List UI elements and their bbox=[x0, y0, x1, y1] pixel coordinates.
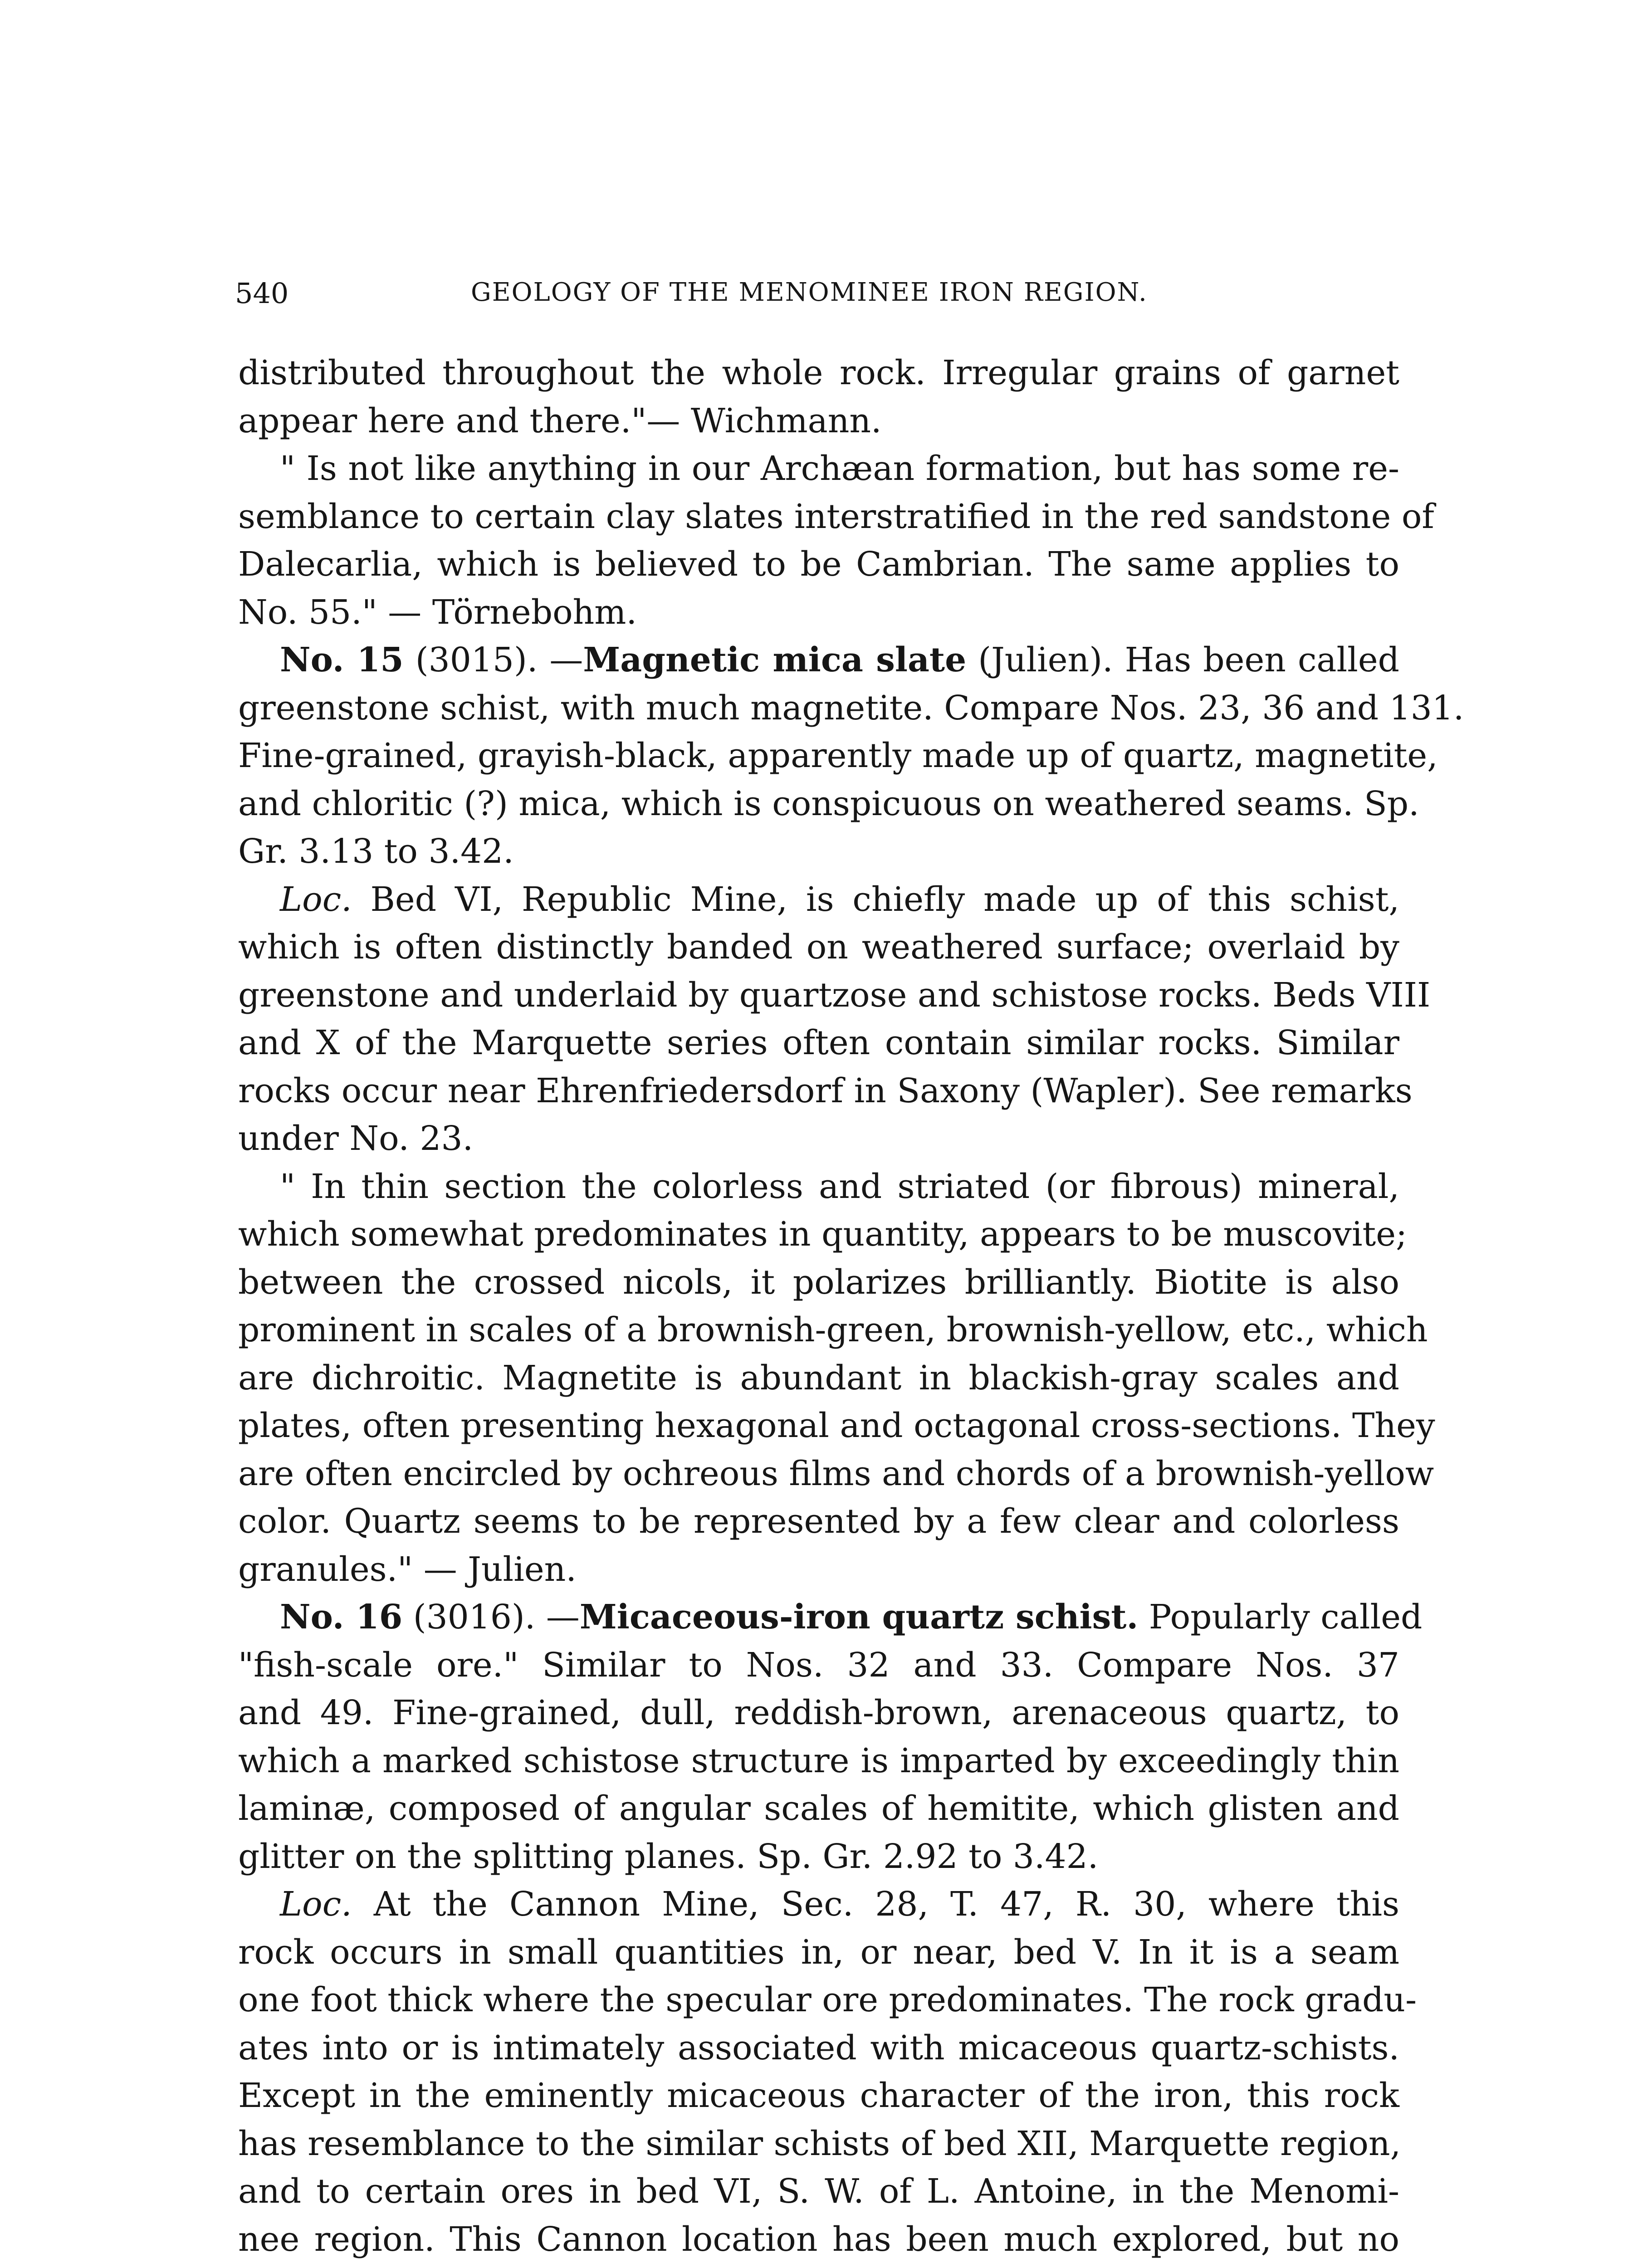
text-line: " In thin section the colorless and striated (or fibrous) mineral, bbox=[280, 1167, 1399, 1206]
text-line: are often encircled by ochreous films and chords of a brownish-yellow bbox=[238, 1454, 1434, 1493]
specimen-heading-no-15 bbox=[238, 636, 1399, 684]
text-line: and X of the Marquette series often contain similar rocks. Similar bbox=[238, 1023, 1399, 1062]
text-line: Fine-grained, grayish-black, apparently made up of quartz, magnetite, bbox=[238, 736, 1438, 775]
text-line: ates into or is intimately associated with micaceous quartz-schists. bbox=[238, 2028, 1399, 2068]
text-line: laminæ, composed of angular scales of hemitite, which glisten and bbox=[238, 1789, 1399, 1828]
text-line: " Is not like anything in our Archæan formation, but has some re- bbox=[280, 449, 1399, 488]
text-line: greenstone and underlaid by quartzose and schistose rocks. Beds VIII bbox=[238, 975, 1431, 1015]
text-line: plates, often presenting hexagonal and octagonal cross-sections. They bbox=[238, 1406, 1435, 1445]
locality-text: Bed VI, Republic Mine, is chiefly made up of this schist, bbox=[352, 880, 1399, 919]
locality-line bbox=[238, 876, 1399, 924]
text-line: which somewhat predominates in quantity, appears to be muscovite; bbox=[238, 1215, 1407, 1254]
text-line: and to certain ores in bed VI, S. W. of L. Antoine, in the Menomi- bbox=[238, 2172, 1399, 2211]
text-line: greenstone schist, with much magnetite. Compare Nos. 23, 36 and 131. bbox=[238, 688, 1464, 728]
specimen-number: No. 15 bbox=[280, 640, 404, 679]
text-line: Dalecarlia, which is believed to be Cambrian. The same applies to bbox=[238, 545, 1399, 584]
text-line: color. Quartz seems to be represented by a few clear and colorless bbox=[238, 1502, 1399, 1541]
text-line: and chloritic (?) mica, which is conspicuous on weathered seams. Sp. bbox=[238, 784, 1419, 823]
catalog-number: (3015). — bbox=[403, 640, 583, 679]
text-line: nee region. This Cannon location has been much explored, but no bbox=[238, 2219, 1399, 2259]
text-line: No. 55." — Törnebohm. bbox=[238, 592, 637, 632]
text-line bbox=[238, 2263, 1399, 2268]
text-line: distributed throughout the whole rock. Irregular grains of garnet bbox=[238, 353, 1399, 392]
page-number: 540 bbox=[235, 277, 289, 310]
text-line: has resemblance to the similar schists of bed XII, Marquette region, bbox=[238, 2124, 1401, 2163]
text-line: Gr. 3.13 to 3.42. bbox=[238, 832, 514, 871]
specimen-number: No. 16 bbox=[280, 1598, 403, 1637]
locality-label: Loc. bbox=[280, 1885, 352, 1924]
text-line: one foot thick where the specular ore predominates. The rock gradu- bbox=[238, 1980, 1417, 2019]
text-line: prominent in scales of a brownish-green, brownish-yellow, etc., which bbox=[238, 1310, 1428, 1349]
heading-rest: Popularly called bbox=[1138, 1598, 1423, 1637]
locality-text: At the Cannon Mine, Sec. 28, T. 47, R. 30, where this bbox=[352, 1885, 1399, 1924]
text-line: rock occurs in small quantities in, or near, bed V. In it is a seam bbox=[238, 1932, 1399, 1972]
page-header bbox=[235, 277, 1437, 327]
text-line: are dichroitic. Magnetite is abundant in blackish-gray scales and bbox=[238, 1358, 1399, 1398]
text-line: rocks occur near Ehrenfriedersdorf in Saxony (Wapler). See remarks bbox=[238, 1071, 1413, 1110]
specimen-name: Magnetic mica slate bbox=[583, 640, 967, 679]
text-line: and 49. Fine-grained, dull, reddish-brown, arenaceous quartz, to bbox=[238, 1693, 1399, 1732]
heading-rest: (Julien). Has been called bbox=[966, 640, 1400, 679]
text-line: "fish-scale ore." Similar to Nos. 32 and 33. Compare Nos. 37 bbox=[238, 1645, 1399, 1685]
text-line: Except in the eminently micaceous character of the iron, this rock bbox=[238, 2076, 1399, 2115]
locality-label: Loc. bbox=[280, 880, 352, 919]
locality-line bbox=[238, 1881, 1399, 1929]
body-text bbox=[238, 349, 1464, 2268]
text-line: granules." — Julien. bbox=[238, 1549, 577, 1589]
text-line: under No. 23. bbox=[238, 1119, 474, 1158]
text-line: between the crossed nicols, it polarizes brilliantly. Biotite is also bbox=[238, 1262, 1399, 1302]
text-line: which a marked schistose structure is imparted by exceedingly thin bbox=[238, 1741, 1399, 1780]
specimen-heading-no-16 bbox=[238, 1593, 1423, 1642]
text-line: which is often distinctly banded on weathered surface; overlaid by bbox=[238, 928, 1399, 967]
running-title: GEOLOGY OF THE MENOMINEE IRON REGION. bbox=[471, 278, 1148, 307]
text-line: glitter on the splitting planes. Sp. Gr. 2.92 to 3.42. bbox=[238, 1837, 1099, 1876]
specimen-name: Micaceous-iron quartz schist. bbox=[579, 1598, 1139, 1637]
text-line: appear here and there."— Wichmann. bbox=[238, 401, 882, 440]
catalog-number: (3016). — bbox=[402, 1598, 580, 1637]
text-line: semblance to certain clay slates interstratified in the red sandstone of bbox=[238, 497, 1434, 536]
